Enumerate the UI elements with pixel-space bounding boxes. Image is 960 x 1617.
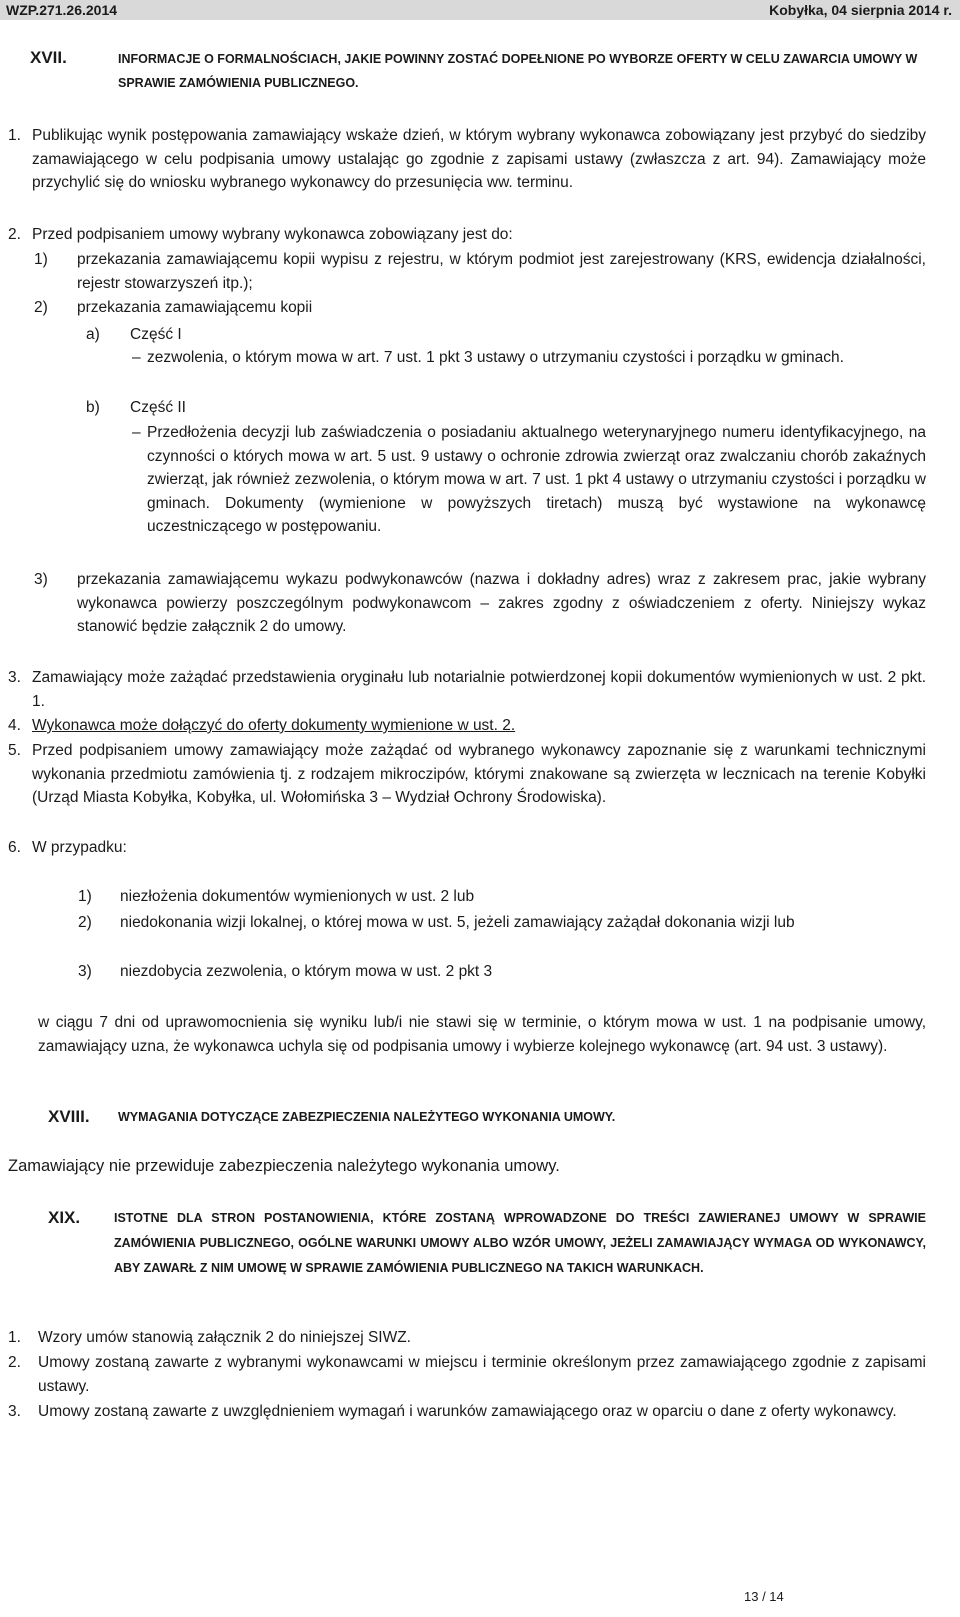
paragraph: Przed podpisaniem umowy zamawiający może zażądać od wybranego wykonawcy zapoznanie się z warunkami technicznymi wykonania przedmiotu zamówienia tj. z rodzajem mikroczipów, którymi znakowane są zwierzęta w lecznicach na terenie Kobyłki (Urząd Miasta Kobyłka, Kobyłka, ul. Wołomińska 3 – Wydział Ochrony Środowiska). — [32, 742, 926, 807]
section-number: XVII. — [30, 48, 67, 67]
paragraph: Wykonawca może dołączyć do oferty dokumenty wymienione w ust. 2. — [32, 717, 516, 734]
section-title: ISTOTNE DLA STRON POSTANOWIENIA, KTÓRE ZOSTANĄ WPROWADZONE DO TREŚCI ZAWIERANEJ UMOWY W SPRAWIE ZAMÓWIENIA PUBLICZNEGO, OGÓLNE WARUNKI UMOWY ALBO WZÓR UMOWY, JEŻELI ZAMAWIAJĄCY WYMAGA OD WYKONAWCY, ABY ZAWARŁ Z NIM UMOWĘ W SPRAWIE ZAMÓWIENIA PUBLICZNEGO NA TAKICH WARUNKACH. — [114, 1211, 926, 1275]
paragraph: Przed podpisaniem umowy wybrany wykonawca zobowiązany jest do: — [32, 226, 513, 243]
section-xix-heading — [48, 1207, 928, 1307]
list-item: przekazania zamawiającemu kopii wypisu z rejestru, w którym podmiot jest zarejestrowany (KRS, ewidencja działalności, rejestr stowarzyszeń itp.); — [77, 251, 926, 292]
list-number: b) — [86, 399, 100, 416]
list-item: niedokonania wizji lokalnej, o której mowa w ust. 5, jeżeli zamawiający zażądał dokonania wizji lub — [120, 914, 795, 931]
paragraph: Publikując wynik postępowania zamawiający wskaże dzień, w którym wybrany wykonawca zobowiązany jest przybyć do siedziby zamawiającego w celu podpisania umowy ustalając go zgodnie z zapisami ustawy (zwłaszcza z art. 94). Zamawiający może przychylić się do wniosku wybranego wykonawcy do przesunięcia ww. terminu. — [32, 127, 926, 192]
paragraph: Zamawiający może zażądać przedstawienia oryginału lub notarialnie potwierdzonej kopii dokumentów wymienionych w ust. 2 pkt. 1. — [32, 669, 926, 710]
paragraph: Umowy zostaną zawarte z wybranymi wykonawcami w miejscu i terminie określonym przez zamawiającego zgodnie z zapisami ustawy. — [38, 1354, 926, 1395]
list-number: 3) — [34, 571, 48, 588]
section-number: XIX. — [48, 1208, 81, 1227]
document-reference: WZP.271.26.2014 — [6, 2, 118, 18]
list-number: 3. — [8, 669, 21, 686]
list-item: zezwolenia, o którym mowa w art. 7 ust. 1 pkt 3 ustawy o utrzymaniu czystości i porządku w gminach. — [147, 349, 844, 366]
list-number: 2. — [8, 226, 21, 243]
list-item: przekazania zamawiającemu wykazu podwykonawców (nazwa i dokładny adres) wraz z zakresem prac, jakie wybrany wykonawca powierzy poszczególnym podwykonawcom – zakres zgodny z oświadczeniem z oferty. Niniejszy wykaz stanowić będzie załącznik 2 do umowy. — [77, 571, 926, 636]
list-item: Przedłożenia decyzji lub zaświadczenia o posiadaniu aktualnego weterynaryjnego numeru identyfikacyjnego, na czynności o których mowa w art. 5 ust. 9 ustawy o ochronie zdrowia zwierząt oraz zwalczaniu chorób zakaźnych zwierząt, jak również zezwolenia, o którym mowa w art. 7 ust. 1 pkt 4 ustawy o utrzymaniu czystości i porządku w gminach. Dokumenty (wymienione w powyższych tiretach) muszą być wystawione na wykonawcę uczestniczącego w postępowaniu. — [147, 424, 926, 536]
document-date: Kobyłka, 04 sierpnia 2014 r. — [769, 2, 952, 18]
list-item: niezłożenia dokumentów wymienionych w ust. 2 lub — [120, 888, 475, 905]
list-number: 3) — [78, 963, 92, 980]
section-xvii-heading — [30, 48, 930, 98]
list-item: Część I — [130, 326, 182, 343]
list-number: 2) — [34, 299, 48, 316]
list-number: 1. — [8, 1329, 21, 1346]
page-number: 13 / 14 — [744, 1589, 784, 1604]
closing-paragraph: w ciągu 7 dni od uprawomocnienia się wyniku lub/i nie stawi się w terminie, o którym mowa w ust. 1 na podpisanie umowy, zamawiający uzna, że wykonawca uchyla się od podpisania umowy i wybierze kolejnego wykonawcę (art. 94 ust. 3 ustawy). — [38, 1014, 926, 1055]
paragraph: Wzory umów stanowią załącznik 2 do niniejszej SIWZ. — [38, 1329, 411, 1346]
list-number: 6. — [8, 839, 21, 856]
list-dash: – — [132, 424, 141, 441]
list-number: 3. — [8, 1403, 21, 1420]
list-item: przekazania zamawiającemu kopii — [77, 299, 313, 316]
list-number: 1. — [8, 127, 21, 144]
list-number: 2) — [78, 914, 92, 931]
list-dash: – — [132, 349, 141, 366]
list-number: 5. — [8, 742, 21, 759]
section-title: INFORMACJE O FORMALNOŚCIACH, JAKIE POWINNY ZOSTAĆ DOPEŁNIONE PO WYBORZE OFERTY W CELU ZAWARCIA UMOWY W SPRAWIE ZAMÓWIENIA PUBLICZNEGO. — [118, 52, 918, 90]
list-number: 2. — [8, 1354, 21, 1371]
paragraph: Zamawiający nie przewiduje zabezpieczenia należytego wykonania umowy. — [8, 1157, 560, 1175]
list-number: a) — [86, 326, 100, 343]
list-number: 1) — [78, 888, 92, 905]
page-header — [0, 0, 960, 20]
list-item: Część II — [130, 399, 186, 416]
section-xviii-heading — [48, 1107, 928, 1133]
paragraph: W przypadku: — [32, 839, 127, 856]
list-number: 1) — [34, 251, 48, 268]
list-number: 4. — [8, 717, 21, 734]
list-item: niezdobycia zezwolenia, o którym mowa w ust. 2 pkt 3 — [120, 963, 493, 980]
section-number: XVIII. — [48, 1107, 90, 1126]
section-title: WYMAGANIA DOTYCZĄCE ZABEZPIECZENIA NALEŻYTEGO WYKONANIA UMOWY. — [118, 1110, 616, 1124]
paragraph: Umowy zostaną zawarte z uwzględnieniem wymagań i warunków zamawiającego oraz w oparciu o dane z oferty wykonawcy. — [38, 1403, 897, 1420]
